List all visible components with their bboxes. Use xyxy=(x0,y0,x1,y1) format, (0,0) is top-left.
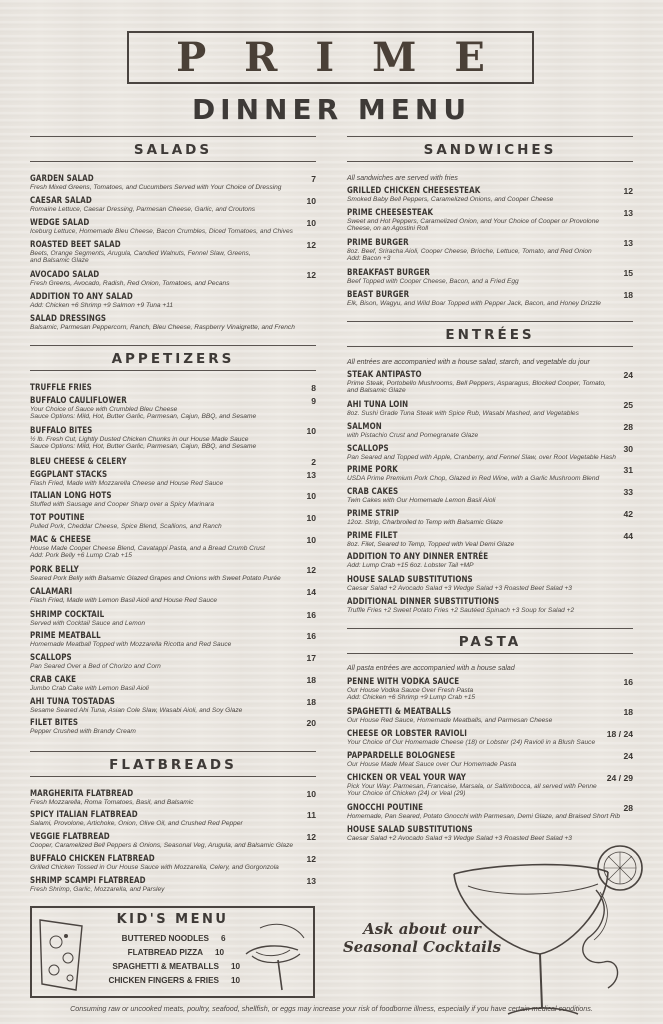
item-description: Cooper, Caramelized Bell Peppers & Onions, Seasonal Veg, Arugula, and Balsamic Glaze xyxy=(30,842,294,849)
item-header xyxy=(30,876,316,886)
item-name: SHRIMP COCKTAIL xyxy=(30,610,105,620)
pasta-item xyxy=(347,825,633,842)
salads-item xyxy=(30,174,316,191)
appetizers-item xyxy=(30,396,316,420)
item-description: Our House Vodka Sauce Over Fresh Pasta Add: Chicken +6 Shrimp +9 Lump Crab +15 xyxy=(347,687,476,702)
item-name: PAPPARDELLE BOLOGNESE xyxy=(347,751,456,761)
item-name: ADDITIONAL DINNER SUBSTITUTIONS xyxy=(347,597,500,607)
item-price: 10 xyxy=(306,196,316,206)
item-header xyxy=(30,292,316,302)
item-header xyxy=(30,789,316,799)
item-header xyxy=(30,854,316,864)
item-name: HOUSE SALAD SUBSTITUTIONS xyxy=(347,575,473,585)
item-header xyxy=(30,383,316,393)
item-name: VEGGIE FLATBREAD xyxy=(30,832,110,842)
entrees-item xyxy=(347,575,633,592)
item-name: SALMON xyxy=(347,422,382,432)
item-header xyxy=(30,270,316,280)
item-price: 13 xyxy=(623,208,633,218)
entrees-item xyxy=(347,509,633,526)
item-price: 17 xyxy=(306,653,316,663)
item-name: BUFFALO CHICKEN FLATBREAD xyxy=(30,854,155,864)
entrees-item xyxy=(347,552,633,569)
appetizers-item xyxy=(30,565,316,582)
item-description: Stuffed with Sausage and Cooper Sharp over a Spicy Marinara xyxy=(30,501,214,508)
item-name: STEAK ANTIPASTO xyxy=(347,370,422,380)
entrees-item xyxy=(347,465,633,482)
item-price: 31 xyxy=(623,465,633,475)
item-price: 28 xyxy=(623,803,633,813)
appetizers-item xyxy=(30,697,316,714)
item-description: Served with Cocktail Sauce and Lemon xyxy=(30,620,146,627)
item-name: MAC & CHEESE xyxy=(30,535,91,545)
item-header xyxy=(30,470,316,480)
item-description: Your Choice of Our Homemade Cheese (18) or Lobster (24) Ravioli in a Blush Sauce xyxy=(347,739,596,746)
kids-menu-box xyxy=(30,906,315,998)
appetizers-item xyxy=(30,383,316,393)
item-header xyxy=(347,825,633,835)
item-header xyxy=(30,653,316,663)
item-price: 13 xyxy=(623,238,633,248)
item-price: 30 xyxy=(623,444,633,454)
item-price: 13 xyxy=(306,470,316,480)
item-name: CAESAR SALAD xyxy=(30,196,92,206)
appetizers-item xyxy=(30,631,316,648)
item-description: Jumbo Crab Cake with Lemon Basil Aioli xyxy=(30,685,149,692)
footer-disclaimer: Consuming raw or uncooked meats, poultry, seafood, shellfish, or eggs may increase your risk of foodborne illness, especially if you have certain medical conditions. xyxy=(70,1004,593,1013)
item-header xyxy=(30,240,316,250)
item-price: 24 / 29 xyxy=(606,773,633,783)
appetizers-item xyxy=(30,535,316,559)
item-header xyxy=(347,677,633,687)
flatbreads-item xyxy=(30,876,316,893)
item-description: Fresh Mixed Greens, Tomatoes, and Cucumbers Served with Your Choice of Dressing xyxy=(30,184,282,191)
item-description: Our House Red Sauce, Homemade Meatballs, and Parmesan Cheese xyxy=(347,717,553,724)
item-price: 12 xyxy=(306,565,316,575)
item-header xyxy=(30,426,316,436)
item-price: 10 xyxy=(306,513,316,523)
item-name: AHI TUNA TOSTADAS xyxy=(30,697,116,707)
item-description: Our House Made Meat Sauce over Our Homemade Pasta xyxy=(347,761,517,768)
item-price: 11 xyxy=(306,810,316,820)
item-name: TRUFFLE FRIES xyxy=(30,383,92,393)
item-header xyxy=(30,513,316,523)
item-price: 18 / 24 xyxy=(606,729,633,739)
item-price: 10 xyxy=(306,789,316,799)
kids-item-name: SPAGHETTI & MEATBALLS xyxy=(112,962,219,971)
kids-item-name: FLATBREAD PIZZA xyxy=(127,948,203,957)
item-price: 12 xyxy=(306,854,316,864)
pasta-note: All pasta entrées are accompanied with a house salad xyxy=(347,665,515,672)
item-description: Homemade, Pan Seared, Potato Gnocchi with Parmesan, Demi Glaze, and Braised Short Rib xyxy=(347,813,621,820)
entrees-item xyxy=(347,400,633,417)
pasta-item xyxy=(347,729,633,746)
item-description: Add: Lump Crab +15 6oz. Lobster Tail +MP xyxy=(347,562,474,569)
kids-item-price: 6 xyxy=(221,934,226,943)
appetizers-item xyxy=(30,610,316,627)
kids-item-name: BUTTERED NOODLES xyxy=(121,934,209,943)
item-header xyxy=(30,565,316,575)
item-description: Caesar Salad +2 Avocado Salad +3 Wedge Salad +3 Roasted Beet Salad +3 xyxy=(347,585,572,592)
item-name: SHRIMP SCAMPI FLATBREAD xyxy=(30,876,146,886)
item-header xyxy=(347,531,633,541)
item-name: BUFFALO CAULIFLOWER xyxy=(30,396,127,406)
kids-item-name: CHICKEN FINGERS & FRIES xyxy=(108,976,219,985)
item-header xyxy=(347,751,633,761)
item-name: HOUSE SALAD SUBSTITUTIONS xyxy=(347,825,473,835)
item-description: House Made Cooper Cheese Blend, Cavatappi Pasta, and a Bread Crumb Crust Add: Pork Belly +6 Lump Crab +15 xyxy=(30,545,265,560)
item-name: ROASTED BEET SALAD xyxy=(30,240,121,250)
sandwiches-item xyxy=(347,268,633,285)
item-price: 33 xyxy=(623,487,633,497)
cocktail-promo xyxy=(342,920,502,956)
item-price: 14 xyxy=(306,587,316,597)
fork-noodles-icon xyxy=(238,916,310,992)
item-name: CRAB CAKES xyxy=(347,487,399,497)
appetizers-item xyxy=(30,470,316,487)
item-price: 24 xyxy=(623,370,633,380)
item-name: PRIME BURGER xyxy=(347,238,409,248)
item-name: ADDITION TO ANY SALAD xyxy=(30,292,133,302)
salads-title: SALADS xyxy=(30,136,316,162)
pasta-item xyxy=(347,707,633,724)
item-name: PENNE WITH VODKA SAUCE xyxy=(347,677,460,687)
item-header xyxy=(347,268,633,278)
item-description: 12oz. Strip, Charbroiled to Temp with Balsamic Glaze xyxy=(347,519,503,526)
item-header xyxy=(347,552,633,562)
item-price: 2 xyxy=(311,457,316,467)
item-price: 10 xyxy=(306,426,316,436)
item-description: Pulled Pork, Cheddar Cheese, Spice Blend, Scallions, and Ranch xyxy=(30,523,222,530)
flatbreads-title: FLATBREADS xyxy=(30,751,316,777)
item-header xyxy=(347,208,633,218)
item-name: SALAD DRESSINGS xyxy=(30,314,107,324)
item-name: PORK BELLY xyxy=(30,565,79,575)
item-price: 20 xyxy=(306,718,316,728)
item-description: Grilled Chicken Tossed in Our House Sauce with Mozzarella, Celery, and Gorgonzola xyxy=(30,864,279,871)
item-price: 42 xyxy=(623,509,633,519)
item-name: SPICY ITALIAN FLATBREAD xyxy=(30,810,138,820)
item-description: Fresh Shrimp, Garlic, Mozzarella, and Parsley xyxy=(30,886,165,893)
cocktail-line1: Ask about our xyxy=(363,920,481,938)
appetizers-item xyxy=(30,491,316,508)
item-header xyxy=(347,773,633,783)
item-price: 28 xyxy=(623,422,633,432)
item-description: Beets, Orange Segments, Arugula, Candied Walnuts, Fennel Slaw, Greens, and Balsamic Glaze xyxy=(30,250,251,265)
item-price: 12 xyxy=(306,240,316,250)
appetizers-item xyxy=(30,426,316,450)
item-header xyxy=(347,400,633,410)
appetizers-item xyxy=(30,587,316,604)
item-price: 12 xyxy=(306,270,316,280)
item-header xyxy=(30,457,316,467)
item-header xyxy=(347,597,633,607)
item-price: 10 xyxy=(306,491,316,501)
item-name: WEDGE SALAD xyxy=(30,218,90,228)
item-price: 24 xyxy=(623,751,633,761)
sandwiches-note: All sandwiches are served with fries xyxy=(347,175,458,182)
cocktail-line2: Seasonal Cocktails xyxy=(342,938,502,956)
item-name: CALAMARI xyxy=(30,587,73,597)
item-price: 12 xyxy=(306,832,316,842)
kids-menu-title: KID'S MENU xyxy=(116,912,229,927)
sandwiches-item xyxy=(347,186,633,203)
item-name: PRIME MEATBALL xyxy=(30,631,101,641)
item-name: AVOCADO SALAD xyxy=(30,270,100,280)
flatbreads-item xyxy=(30,789,316,806)
entrees-item xyxy=(347,422,633,439)
item-description: Flash Fried, Made with Mozzarella Cheese and House Red Sauce xyxy=(30,480,224,487)
sandwiches-item xyxy=(347,238,633,262)
item-description: Romaine Lettuce, Caesar Dressing, Parmesan Cheese, Garlic, and Croutons xyxy=(30,206,256,213)
item-header xyxy=(347,575,633,585)
item-description: Pan Seared Over a Bed of Chorizo and Corn xyxy=(30,663,161,670)
salads-item xyxy=(30,314,316,331)
item-description: Salami, Provolone, Artichoke, Onion, Olive Oil, and Crushed Red Pepper xyxy=(30,820,243,827)
entrees-item xyxy=(347,487,633,504)
item-description: Flash Fried, Made with Lemon Basil Aioli and House Red Sauce xyxy=(30,597,218,604)
pasta-item xyxy=(347,803,633,820)
sandwiches-title: SANDWICHES xyxy=(347,136,633,162)
item-description: Sesame Seared Ahi Tuna, Asian Cole Slaw, Wasabi Aioli, and Soy Glaze xyxy=(30,707,243,714)
item-description: Pepper Crushed with Brandy Cream xyxy=(30,728,136,735)
item-description: Pick Your Way: Parmesan, Francaise, Marsala, or Saltimbocca, all served with Penne Your Choice of Chicken (24) or Veal (29) xyxy=(347,783,597,798)
item-description: Elk, Bison, Wagyu, and Wild Boar Topped with Pepper Jack, Bacon, and Honey Drizzle xyxy=(347,300,601,307)
item-header xyxy=(30,832,316,842)
item-description: Sweet and Hot Peppers, Caramelized Onion, and Your Choice of Cooper or Provolone Cheese, on an Agostini Roll xyxy=(347,218,600,233)
item-description: Your Choice of Sauce with Crumbled Bleu Cheese Sauce Options: Mild, Hot, Butter Garlic, Parmesan, Cajun, BBQ, and Sesame xyxy=(30,406,257,421)
item-price: 10 xyxy=(306,218,316,228)
entrees-item xyxy=(347,444,633,461)
item-name: PRIME CHEESESTEAK xyxy=(347,208,434,218)
item-header xyxy=(347,509,633,519)
salads-item xyxy=(30,240,316,264)
item-price: 44 xyxy=(623,531,633,541)
item-description: Add: Chicken +6 Shrimp +9 Salmon +9 Tuna +11 xyxy=(30,302,174,309)
kids-item-price: 10 xyxy=(231,962,241,971)
item-name: SCALLOPS xyxy=(30,653,72,663)
item-description: Twin Cakes with Our Homemade Lemon Basil Aioli xyxy=(347,497,496,504)
item-header xyxy=(347,465,633,475)
item-description: USDA Prime Premium Pork Chop, Glazed in Red Wine, with a Garlic Mushroom Blend xyxy=(347,475,600,482)
item-price: 13 xyxy=(306,876,316,886)
item-description: Pan Seared and Topped with Apple, Cranberry, and Fennel Slaw, over Root Vegetable Hash xyxy=(347,454,616,461)
item-header xyxy=(30,610,316,620)
item-name: BLEU CHEESE & CELERY xyxy=(30,457,127,467)
item-name: CRAB CAKE xyxy=(30,675,77,685)
item-header xyxy=(30,396,316,406)
item-name: TOT POUTINE xyxy=(30,513,85,523)
item-header xyxy=(30,718,316,728)
item-name: AHI TUNA LOIN xyxy=(347,400,409,410)
salads-item xyxy=(30,292,316,309)
item-name: MARGHERITA FLATBREAD xyxy=(30,789,134,799)
item-name: ITALIAN LONG HOTS xyxy=(30,491,112,501)
appetizers-item xyxy=(30,653,316,670)
item-description: Fresh Greens, Avocado, Radish, Red Onion, Tomatoes, and Pecans xyxy=(30,280,230,287)
item-name: BUFFALO BITES xyxy=(30,426,93,436)
item-price: 10 xyxy=(306,535,316,545)
item-description: Fresh Mozzarella, Roma Tomatoes, Basil, and Balsamic xyxy=(30,799,194,806)
item-header xyxy=(347,186,633,196)
item-price: 18 xyxy=(306,675,316,685)
item-description: 8oz. Sushi Grade Tuna Steak with Spice Rub, Wasabi Mashed, and Vegetables xyxy=(347,410,579,417)
item-name: PRIME FILET xyxy=(347,531,398,541)
sandwiches-item xyxy=(347,290,633,307)
item-price: 18 xyxy=(306,697,316,707)
entrees-item xyxy=(347,370,633,394)
item-description: Truffle Fries +2 Sweet Potato Fries +2 Sautéed Spinach +3 Soup for Salad +2 xyxy=(347,607,575,614)
appetizers-title: APPETIZERS xyxy=(30,345,316,371)
item-header xyxy=(30,631,316,641)
item-name: PRIME STRIP xyxy=(347,509,400,519)
item-name: EGGPLANT STACKS xyxy=(30,470,108,480)
entrees-title: ENTRÉES xyxy=(347,321,633,347)
appetizers-item xyxy=(30,718,316,735)
salads-item xyxy=(30,270,316,287)
item-header xyxy=(347,370,633,380)
item-header xyxy=(30,196,316,206)
logo: PRIME xyxy=(176,34,523,81)
item-name: SCALLOPS xyxy=(347,444,389,454)
page-title: DINNER MENU xyxy=(191,93,472,126)
pasta-item xyxy=(347,773,633,797)
item-header xyxy=(30,491,316,501)
pasta-title: PASTA xyxy=(347,628,633,654)
item-price: 25 xyxy=(623,400,633,410)
entrees-item xyxy=(347,531,633,548)
item-header xyxy=(30,587,316,597)
flatbreads-item xyxy=(30,854,316,871)
item-price: 9 xyxy=(311,396,316,406)
item-name: FILET BITES xyxy=(30,718,79,728)
item-description: 8oz. Beef, Sriracha Aioli, Cooper Cheese, Brioche, Lettuce, Tomato, and Red Onion Add: Bacon +3 xyxy=(347,248,592,263)
item-name: GRILLED CHICKEN CHEESESTEAK xyxy=(347,186,481,196)
kids-item-price: 10 xyxy=(231,976,241,985)
kids-item-price: 10 xyxy=(215,948,225,957)
item-name: SPAGHETTI & MEATBALLS xyxy=(347,707,452,717)
pasta-item xyxy=(347,751,633,768)
item-header xyxy=(30,174,316,184)
item-price: 8 xyxy=(311,383,316,393)
left-column xyxy=(30,0,316,1024)
salads-item xyxy=(30,196,316,213)
item-header xyxy=(30,697,316,707)
item-header xyxy=(347,422,633,432)
item-description: Iceburg Lettuce, Homemade Bleu Cheese, Bacon Crumbles, Diced Tomatoes, and Chives xyxy=(30,228,293,235)
item-header xyxy=(30,535,316,545)
item-header xyxy=(347,487,633,497)
item-price: 16 xyxy=(306,610,316,620)
item-price: 7 xyxy=(311,174,316,184)
item-name: CHEESE OR LOBSTER RAVIOLI xyxy=(347,729,467,739)
item-header xyxy=(347,238,633,248)
item-price: 16 xyxy=(623,677,633,687)
item-description: Seared Pork Belly with Balsamic Glazed Grapes and Onions with Sweet Potato Purée xyxy=(30,575,281,582)
item-name: GNOCCHI POUTINE xyxy=(347,803,424,813)
item-header xyxy=(347,290,633,300)
item-description: Beef Topped with Cooper Cheese, Bacon, and a Fried Egg xyxy=(347,278,519,285)
item-header xyxy=(347,803,633,813)
flatbreads-item xyxy=(30,810,316,827)
item-description: ½ lb. Fresh Cut, Lightly Dusted Chicken Chunks in our House Made Sauce Sauce Options: Mild, Hot, Butter Garlic, Parmesan, Cajun, BBQ, and Sesame xyxy=(30,436,257,451)
item-name: BEAST BURGER xyxy=(347,290,410,300)
item-header xyxy=(30,314,316,324)
item-price: 18 xyxy=(623,707,633,717)
pasta-item xyxy=(347,677,633,701)
item-price: 16 xyxy=(306,631,316,641)
entrees-note: All entrées are accompanied with a house salad, starch, and vegetable du jour xyxy=(347,359,590,366)
item-description: 8oz. Filet, Seared to Temp, Topped with Veal Demi Glaze xyxy=(347,541,515,548)
item-header xyxy=(347,707,633,717)
item-header xyxy=(30,218,316,228)
appetizers-item xyxy=(30,675,316,692)
item-name: GARDEN SALAD xyxy=(30,174,94,184)
item-description: Prime Steak, Portobello Mushrooms, Bell Peppers, Asparagus, Blocked Cooper, Tomato, and Balsamic Glaze xyxy=(347,380,606,395)
item-description: Caesar Salad +2 Avocado Salad +3 Wedge Salad +3 Roasted Beet Salad +3 xyxy=(347,835,572,842)
item-price: 18 xyxy=(623,290,633,300)
item-description: Homemade Meatball Topped with Mozzarella Ricotta and Red Sauce xyxy=(30,641,232,648)
item-description: Smoked Baby Bell Peppers, Caramelized Onions, and Cooper Cheese xyxy=(347,196,554,203)
item-price: 12 xyxy=(623,186,633,196)
entrees-item xyxy=(347,597,633,614)
item-header xyxy=(30,810,316,820)
item-name: PRIME PORK xyxy=(347,465,398,475)
salads-item xyxy=(30,218,316,235)
item-header xyxy=(347,444,633,454)
flatbreads-item xyxy=(30,832,316,849)
item-name: ADDITION TO ANY DINNER ENTRÉE xyxy=(347,552,489,562)
item-header xyxy=(347,729,633,739)
item-name: BREAKFAST BURGER xyxy=(347,268,431,278)
sandwiches-item xyxy=(347,208,633,232)
appetizers-item xyxy=(30,513,316,530)
item-header xyxy=(30,675,316,685)
item-price: 15 xyxy=(623,268,633,278)
item-description: with Pistachio Crust and Pomegranate Glaze xyxy=(347,432,479,439)
appetizers-item xyxy=(30,457,316,467)
item-description: Balsamic, Parmesan Peppercorn, Ranch, Bleu Cheese, Raspberry Vinaigrette, and French xyxy=(30,324,295,331)
item-name: CHICKEN OR VEAL YOUR WAY xyxy=(347,773,466,783)
